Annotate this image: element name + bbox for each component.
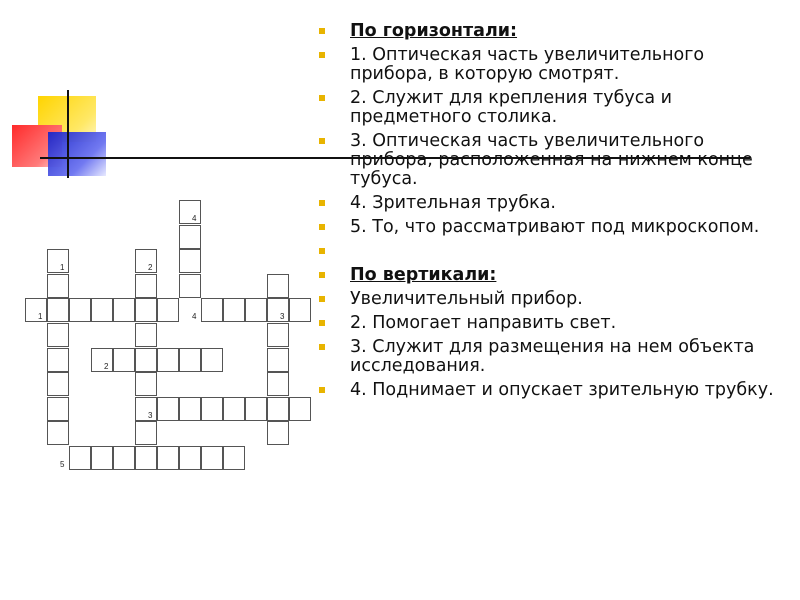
crossword-cell[interactable] — [267, 372, 289, 396]
crossword-cell[interactable] — [245, 397, 267, 421]
crossword-cell[interactable] — [135, 274, 157, 298]
clue-item: 3. Оптическая часть увеличительного прибора, расположенная на нижнем конце тубуса. — [314, 132, 784, 189]
crossword-number: 2 — [148, 263, 153, 273]
crossword-number: 4 — [192, 312, 197, 322]
bullet-icon — [319, 138, 325, 144]
crossword-cell[interactable] — [179, 446, 201, 470]
crossword-cell[interactable] — [47, 274, 69, 298]
crossword-number: 1 — [38, 312, 43, 322]
crossword-cell[interactable] — [91, 348, 113, 372]
crossword-cell[interactable] — [47, 348, 69, 372]
bullet-icon — [319, 344, 325, 350]
crossword-cell[interactable] — [223, 397, 245, 421]
crossword-cell[interactable] — [69, 298, 91, 322]
crossword-cell[interactable] — [135, 397, 157, 421]
crossword-cell[interactable] — [267, 298, 289, 322]
clue-heading-down: По вертикали: — [314, 266, 784, 285]
crossword-cell[interactable] — [47, 372, 69, 396]
crossword-cell[interactable] — [135, 372, 157, 396]
bullet-icon — [319, 248, 325, 254]
clue-item: Увеличительный прибор. — [314, 290, 784, 309]
crossword-cell[interactable] — [157, 397, 179, 421]
crossword-number: 2 — [104, 361, 109, 371]
crossword-cell[interactable] — [135, 421, 157, 445]
clue-list — [314, 22, 784, 405]
crossword-cell[interactable] — [179, 397, 201, 421]
crossword-cell[interactable] — [267, 348, 289, 372]
clue-spacer — [314, 242, 784, 261]
crossword-cell[interactable] — [135, 298, 157, 322]
crossword-cell[interactable] — [47, 421, 69, 445]
crossword-cell[interactable] — [223, 298, 245, 322]
bullet-icon — [319, 200, 325, 206]
crossword-cell[interactable] — [157, 348, 179, 372]
crossword-cell[interactable] — [25, 298, 47, 322]
crossword-cell[interactable] — [289, 397, 311, 421]
crossword-number: 3 — [148, 410, 153, 420]
crossword-cell[interactable] — [113, 348, 135, 372]
crossword-cell[interactable] — [113, 298, 135, 322]
crossword-cell[interactable] — [157, 298, 179, 322]
crossword-cell[interactable] — [179, 249, 201, 273]
crossword-cell[interactable] — [47, 397, 69, 421]
crossword-cell[interactable] — [47, 249, 69, 273]
crossword-cell[interactable] — [267, 397, 289, 421]
crossword-cell[interactable] — [135, 446, 157, 470]
bullet-icon — [319, 296, 325, 302]
crossword-cell[interactable] — [135, 323, 157, 347]
crossword-cell[interactable] — [267, 323, 289, 347]
crossword-cell[interactable] — [201, 446, 223, 470]
crossword-cell[interactable] — [179, 274, 201, 298]
crossword-cell[interactable] — [201, 348, 223, 372]
clue-item: 2. Служит для крепления тубуса и предметного столика. — [314, 89, 784, 127]
crossword-cell[interactable] — [113, 446, 135, 470]
crossword-number: 4 — [192, 214, 197, 223]
clue-item: 1. Оптическая часть увеличительного прибора, в которую смотрят. — [314, 46, 784, 84]
crossword-cell[interactable] — [69, 446, 91, 470]
crossword-number: 5 — [60, 460, 65, 469]
clue-item: 4. Зрительная трубка. — [314, 194, 784, 213]
bullet-icon — [319, 320, 325, 326]
bullet-icon — [319, 224, 325, 230]
crossword-cell[interactable] — [157, 446, 179, 470]
clue-item: 3. Служит для размещения на нем объекта исследования. — [314, 338, 784, 376]
crossword-number: 3 — [280, 312, 285, 322]
crossword-cell[interactable] — [135, 348, 157, 372]
crossword-cell[interactable] — [267, 421, 289, 445]
crossword-cell[interactable] — [179, 348, 201, 372]
crossword-cell[interactable] — [91, 298, 113, 322]
crossword-grid — [0, 0, 330, 500]
crossword-cell[interactable] — [223, 446, 245, 470]
crossword-cell[interactable] — [135, 249, 157, 273]
crossword-cell[interactable] — [47, 298, 69, 322]
bullet-icon — [319, 95, 325, 101]
crossword-cell[interactable] — [179, 200, 201, 224]
clue-item: 2. Помогает направить свет. — [314, 314, 784, 333]
crossword-cell[interactable] — [91, 446, 113, 470]
crossword-cell[interactable] — [245, 298, 267, 322]
crossword-cell[interactable] — [47, 323, 69, 347]
crossword-cell[interactable] — [179, 225, 201, 249]
bullet-icon — [319, 52, 325, 58]
crossword-cell[interactable] — [201, 298, 223, 322]
bullet-icon — [319, 272, 325, 278]
clue-item: 5. То, что рассматривают под микроскопом. — [314, 218, 784, 237]
crossword-cell[interactable] — [267, 274, 289, 298]
clue-heading-across: По горизонтали: — [314, 22, 784, 41]
crossword-cell[interactable] — [289, 298, 311, 322]
clue-item: 4. Поднимает и опускает зрительную трубку. — [314, 381, 784, 400]
bullet-icon — [319, 28, 325, 34]
crossword-cell[interactable] — [201, 397, 223, 421]
crossword-number: 1 — [60, 263, 65, 273]
bullet-icon — [319, 387, 325, 393]
